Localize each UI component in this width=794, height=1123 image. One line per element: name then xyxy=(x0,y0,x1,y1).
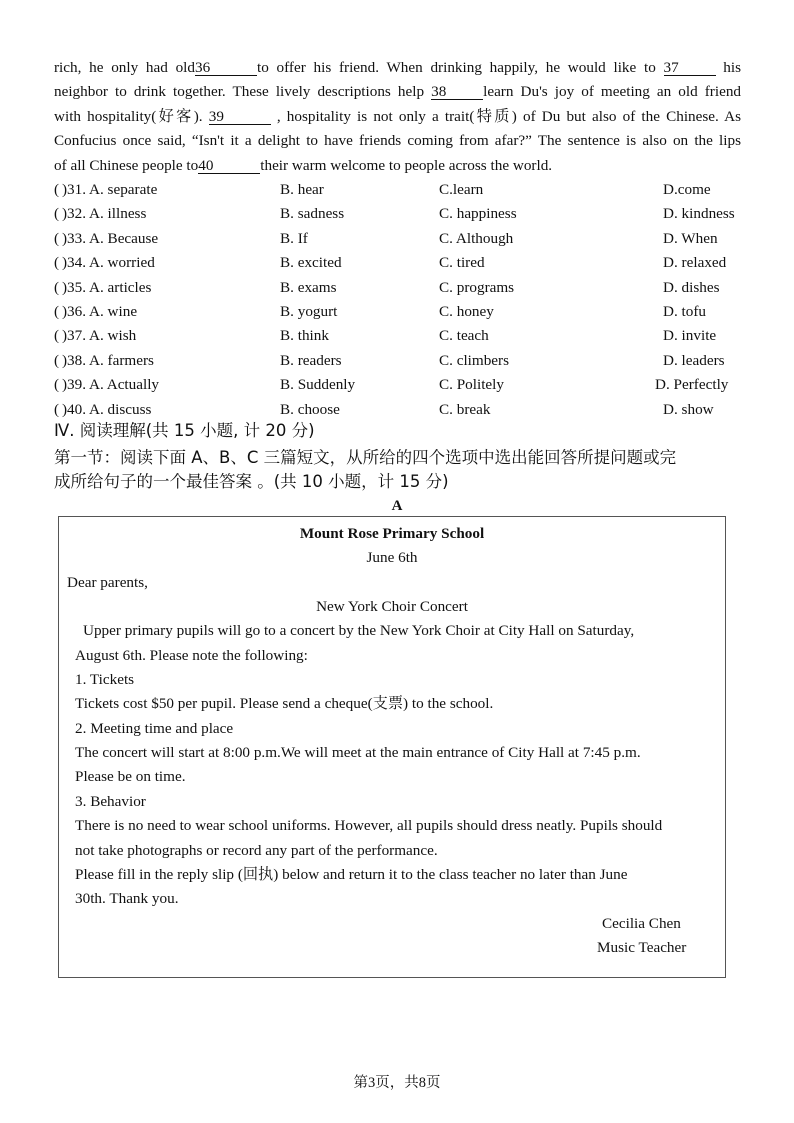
letter-greeting: Dear parents, xyxy=(67,574,148,591)
signature-title: Music Teacher xyxy=(597,939,687,956)
answer-slot[interactable]: ( xyxy=(54,302,60,320)
question-40-options xyxy=(54,398,754,422)
option-b[interactable]: B. exams xyxy=(280,278,337,296)
option-d[interactable]: D.come xyxy=(663,181,711,198)
option-c[interactable]: C. climbers xyxy=(439,351,510,369)
option-d[interactable]: D. invite xyxy=(663,327,717,345)
blank-38[interactable]: 38 xyxy=(431,84,483,100)
question-34-options xyxy=(54,251,754,275)
reply-text-1: Please fill in the reply slip (回执) below and return it to the class teacher no later than June xyxy=(75,866,628,883)
option-d[interactable]: D. relaxed xyxy=(663,254,727,272)
option-b[interactable]: B. sadness xyxy=(280,205,345,223)
option-b[interactable]: B. hear xyxy=(280,181,324,198)
meeting-text-1: The concert will start at 8:00 p.m.We will meet at the main entrance of City Hall at 7:45 p.m. xyxy=(75,744,641,761)
instructions-line-2: 成所给句子的一个最佳答案 。(共 10 小题，计 15 分) xyxy=(54,472,449,491)
option-c[interactable]: C. break xyxy=(439,400,491,418)
answer-slot[interactable]: ( xyxy=(54,400,60,418)
option-a[interactable]: )32. A. illness xyxy=(62,205,147,223)
behavior-text-1: There is no need to wear school uniforms. However, all pupils should dress neatly. Pupils should xyxy=(75,817,663,834)
heading-behavior: 3. Behavior xyxy=(75,793,146,810)
cloze-line-1: rich, he only had old36 to offer his friend. When drinking happily, he would like to 37 his xyxy=(54,59,742,76)
meeting-text-2: Please be on time. xyxy=(75,768,186,785)
option-c[interactable]: C. programs xyxy=(439,278,515,296)
answer-slot[interactable]: ( xyxy=(54,278,60,296)
option-d[interactable]: D. dishes xyxy=(663,278,720,296)
option-a[interactable]: )40. A. discuss xyxy=(62,400,152,418)
answer-slot[interactable]: ( xyxy=(54,327,60,345)
cloze-line-2: neighbor to drink together. These lively descriptions help 38 learn Du's joy of meeting an old friend xyxy=(54,83,742,101)
option-d[interactable]: D. When xyxy=(663,229,718,247)
option-b[interactable]: B. choose xyxy=(280,400,340,418)
option-b[interactable]: B. excited xyxy=(280,254,342,272)
option-b[interactable]: B. think xyxy=(280,327,329,345)
blank-39[interactable]: 39 xyxy=(209,109,271,125)
intro-line-2: August 6th. Please note the following: xyxy=(75,647,308,664)
option-a[interactable]: )33. A. Because xyxy=(62,229,159,247)
blank-37[interactable]: 37 xyxy=(664,60,716,76)
blank-36[interactable]: 36 xyxy=(195,60,257,76)
option-a[interactable]: )37. A. wish xyxy=(62,327,137,345)
section-title: Ⅳ. 阅读理解(共 15 小题, 计 20 分) xyxy=(54,421,315,440)
answer-options xyxy=(54,178,754,422)
school-name: Mount Rose Primary School xyxy=(299,525,485,542)
option-a[interactable]: )39. A. Actually xyxy=(62,376,160,394)
question-39-options xyxy=(54,373,754,397)
option-a[interactable]: )31. A. separate xyxy=(62,181,158,198)
option-a[interactable]: )35. A. articles xyxy=(62,278,152,296)
reply-text-2: 30th. Thank you. xyxy=(75,890,179,907)
option-a[interactable]: )38. A. farmers xyxy=(62,351,154,369)
cloze-line-4: Confucius once said, “Isn't it a delight to have friends coming from afar?” The sentence is also on the lips xyxy=(54,132,741,150)
passage-label: A xyxy=(391,498,403,514)
blank-40[interactable]: 40 xyxy=(198,158,260,174)
answer-slot[interactable]: ( xyxy=(54,181,60,198)
option-c[interactable]: C. Politely xyxy=(439,376,504,394)
option-d[interactable]: D. Perfectly xyxy=(655,376,729,394)
question-32-options xyxy=(54,202,754,226)
letter-date: June 6th xyxy=(366,549,418,566)
option-a[interactable]: )34. A. worried xyxy=(62,254,155,272)
option-d[interactable]: D. leaders xyxy=(663,351,725,369)
option-c[interactable]: C. Although xyxy=(439,229,514,247)
option-d[interactable]: D. tofu xyxy=(663,302,707,320)
cloze-passage-end xyxy=(54,56,741,178)
option-b[interactable]: B. Suddenly xyxy=(280,376,356,394)
answer-slot[interactable]: ( xyxy=(54,254,60,272)
option-a[interactable]: )36. A. wine xyxy=(62,302,138,320)
question-37-options xyxy=(54,324,754,348)
behavior-text-2: not take photographs or record any part of the performance. xyxy=(75,842,438,859)
question-35-options xyxy=(54,276,754,300)
option-c[interactable]: C. tired xyxy=(439,254,485,272)
question-31-options xyxy=(54,178,754,202)
cloze-line-3: with hospitality(好客). 39 , hospitality is not only a trait(特质) of Du but also of the Chinese. As xyxy=(54,107,741,125)
answer-slot[interactable]: ( xyxy=(54,351,60,369)
signature-name: Cecilia Chen xyxy=(602,915,681,932)
option-c[interactable]: C. teach xyxy=(439,327,489,345)
question-36-options xyxy=(54,300,754,324)
question-38-options xyxy=(54,349,754,373)
option-c[interactable]: C.learn xyxy=(439,181,484,198)
notice-letter-box xyxy=(58,516,726,978)
option-d[interactable]: D. show xyxy=(663,400,714,418)
tickets-text: Tickets cost $50 per pupil. Please send a cheque(支票) to the school. xyxy=(75,695,494,712)
option-c[interactable]: C. happiness xyxy=(439,205,517,223)
question-33-options xyxy=(54,227,754,251)
letter-subject: New York Choir Concert xyxy=(316,598,468,615)
option-d[interactable]: D. kindness xyxy=(663,205,735,223)
option-b[interactable]: B. If xyxy=(280,229,308,247)
intro-line-1: Upper primary pupils will go to a concert by the New York Choir at City Hall on Saturday, xyxy=(83,622,635,639)
option-b[interactable]: B. yogurt xyxy=(280,302,338,320)
section-instructions xyxy=(54,446,744,494)
answer-slot[interactable]: ( xyxy=(54,376,60,394)
instructions-line-1: 第一节：阅读下面 A、B、C 三篇短文，从所给的四个选项中选出能回答所提问题或完 xyxy=(54,448,677,467)
page-number: 第3页，共8页 xyxy=(353,1075,441,1091)
heading-tickets: 1. Tickets xyxy=(75,671,135,688)
option-c[interactable]: C. honey xyxy=(439,302,494,320)
cloze-line-5: of all Chinese people to40 their warm welcome to people across the world. xyxy=(54,156,553,174)
option-b[interactable]: B. readers xyxy=(280,351,342,369)
heading-meeting: 2. Meeting time and place xyxy=(75,720,234,737)
answer-slot[interactable]: ( xyxy=(54,229,60,247)
answer-slot[interactable]: ( xyxy=(54,205,60,223)
